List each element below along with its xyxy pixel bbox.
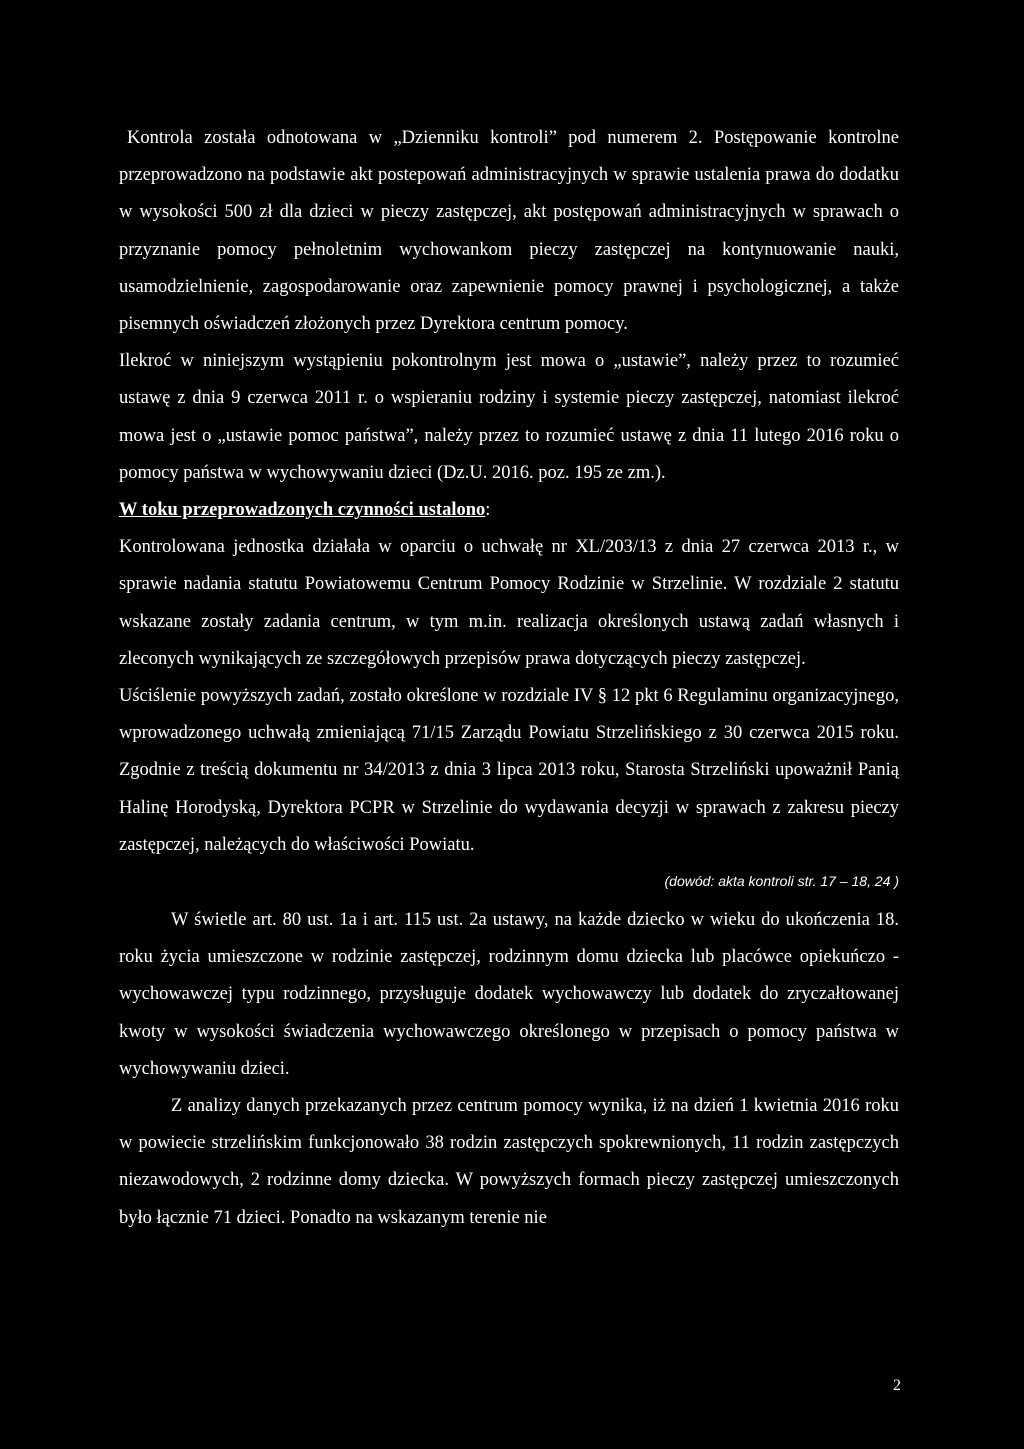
findings-heading-suffix: :	[485, 500, 491, 521]
findings-heading	[119, 492, 899, 529]
evidence-note: (dowód: akta kontroli str. 17 – 18, 24 )	[664, 873, 899, 890]
page-number: 2	[893, 1377, 901, 1394]
document-body	[119, 120, 899, 1237]
paragraph-allowance: W świetle art. 80 ust. 1a i art. 115 ust. 2a ustawy, na każde dziecko w wieku do ukończenia 18. roku życia umieszczone w rodzinie zastępczej, rodzinnym domu dziecka lub placówce opiekuńczo - wychowawczej typu rodzinnego, przysługuje dodatek wychowawczy lub dodatek do zryczałtowanej kwoty w wysokości świadczenia wychowawczego określonego w przepisach o pomocy państwa w wychowywaniu dzieci.	[119, 910, 899, 1079]
paragraph-control-record: Kontrola została odnotowana w „Dzienniku kontroli” pod numerem 2. Postępowanie kontrolne przeprowadzono na podstawie akt postepowań administracyjnych w sprawie ustalenia prawa do dodatku w wysokości 500 zł dla dzieci w pieczy zastępczej, akt postępowań administracyjnych w sprawach o przyznanie pomocy pełnoletnim wychowankom pieczy zastępczej na kontynuowanie nauki, usamodzielnienie, zagospodarowanie oraz zapewnienie pomocy prawnej i psychologicznej, a także pisemnych oświadczeń złożonych przez Dyrektora centrum pomocy.	[119, 128, 899, 335]
paragraph-definitions: Ilekroć w niniejszym wystąpieniu pokontrolnym jest mowa o „ustawie”, należy przez to rozumieć ustawę z dnia 9 czerwca 2011 r. o wspieraniu rodziny i systemie pieczy zastępczej, natomiast ilekroć mowa jest o „ustawie pomoc państwa”, należy przez to rozumieć ustawę z dnia 11 lutego 2016 roku o pomocy państwa w wychowywaniu dzieci (Dz.U. 2016. poz. 195 ze zm.).	[119, 351, 899, 483]
paragraph-data-analysis: Z analizy danych przekazanych przez centrum pomocy wynika, iż na dzień 1 kwietnia 2016 roku w powiecie strzelińskim funkcjonowało 38 rodzin zastępczych spokrewnionych, 11 rodzin zastępczych niezawodowych, 2 rodzinne domy dziecka. W powyższych formach pieczy zastępczej umieszczonych było łącznie 71 dzieci. Ponadto na wskazanym terenie nie	[119, 1096, 899, 1228]
paragraph-statute: Kontrolowana jednostka działała w oparciu o uchwałę nr XL/203/13 z dnia 27 czerwca 2013 r., w sprawie nadania statutu Powiatowemu Centrum Pomocy Rodzinie w Strzelinie. W rozdziale 2 statutu wskazane zostały zadania centrum, w tym m.in. realizacja określonych ustawą zadań własnych i zleconych wynikających ze szczegółowych przepisów prawa dotyczących pieczy zastępczej.	[119, 537, 899, 669]
findings-heading-bold: W toku przeprowadzonych czynności ustalono	[119, 500, 486, 521]
paragraph-regulations: Uściślenie powyższych zadań, zostało określone w rozdziale IV § 12 pkt 6 Regulaminu organizacyjnego, wprowadzonego uchwałą zmieniającą 71/15 Zarządu Powiatu Strzelińskiego z 30 czerwca 2015 roku. Zgodnie z treścią dokumentu nr 34/2013 z dnia 3 lipca 2013 roku, Starosta Strzeliński upoważnił Panią Halinę Horodyską, Dyrektora PCPR w Strzelinie do wydawania decyzji w sprawach z zakresu pieczy zastępczej, należących do właściwości Powiatu.	[119, 686, 899, 855]
